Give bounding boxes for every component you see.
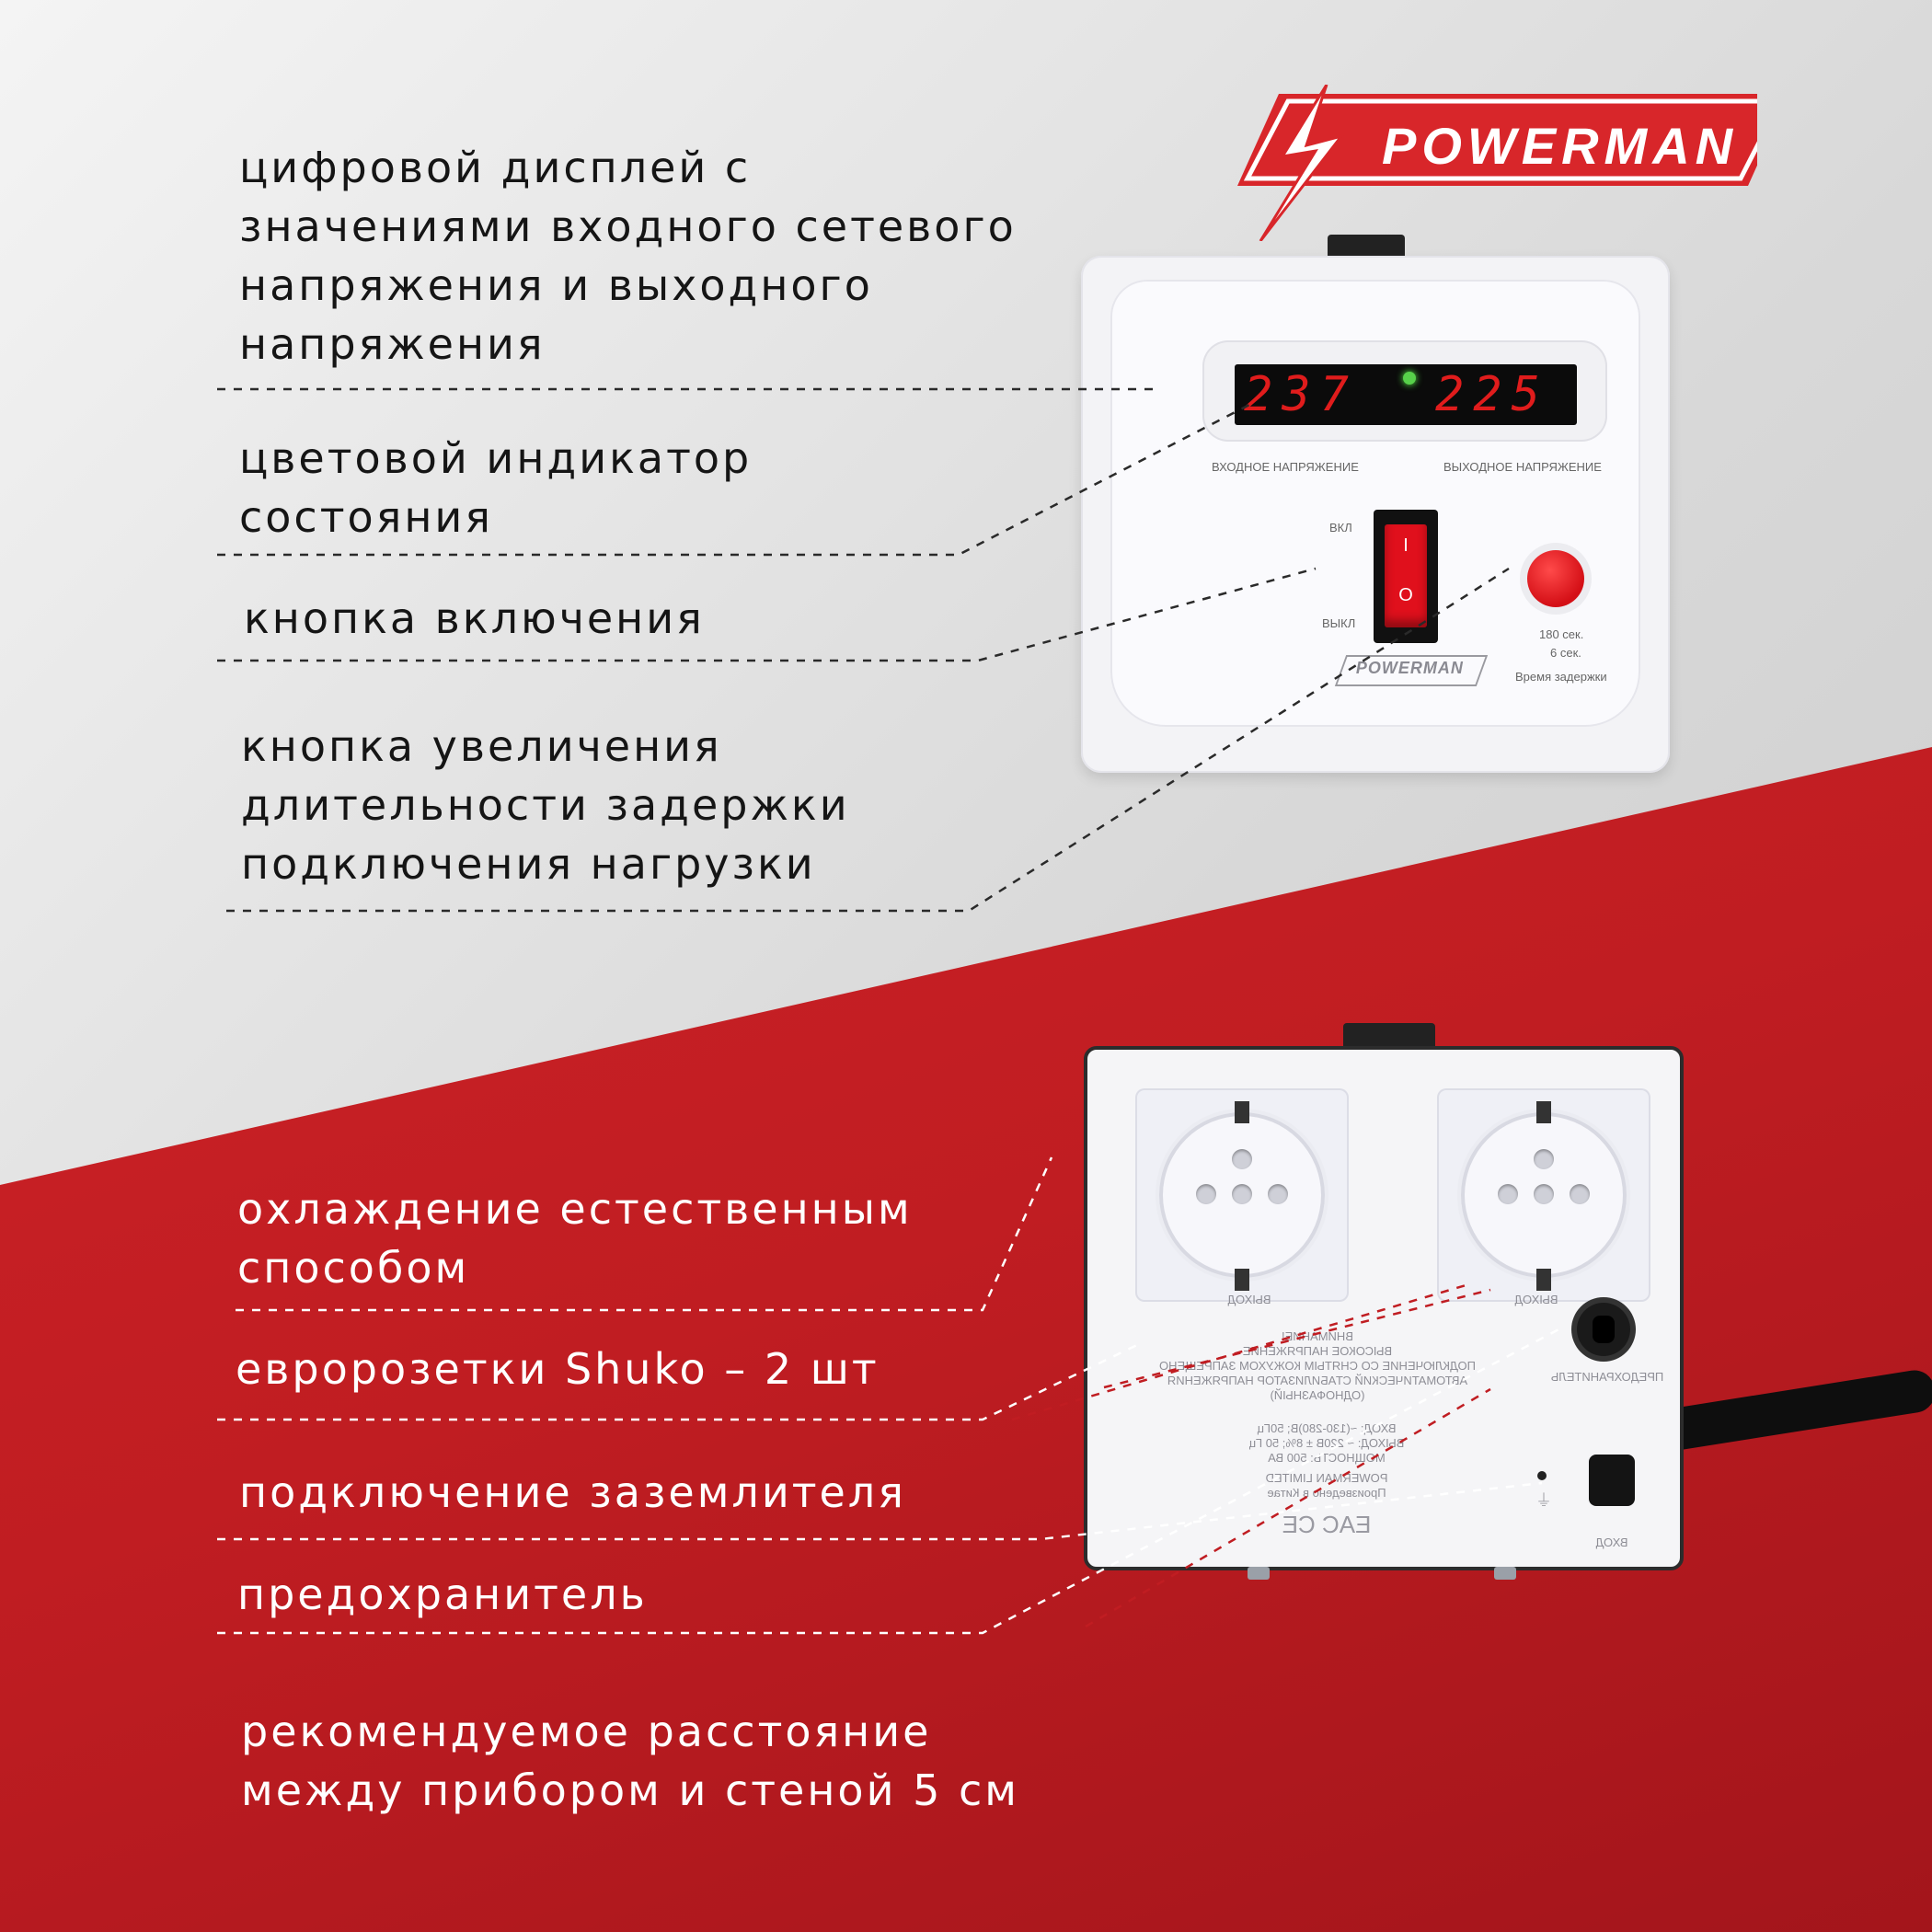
callout-line-text: способом — [237, 1243, 470, 1293]
warning-line: ПОДКЛЮЧЕНИЕ СО СНЯТЫМ КОЖУХОМ ЗАПРЕЩЕНО — [1158, 1359, 1477, 1373]
callout-line-text: напряжения и выходного — [239, 260, 873, 310]
certification-marks: EAC CE — [1282, 1511, 1372, 1538]
outlet-caption-left: ВЫХОД — [1227, 1293, 1271, 1306]
off-label: ВЫКЛ — [1322, 616, 1356, 630]
callout-line-text: значениями входного сетевого — [239, 201, 1017, 251]
callout-line-text: цифровой дисплей с — [239, 143, 752, 192]
outlet-caption-right: ВЫХОД — [1514, 1293, 1558, 1306]
on-label: ВКЛ — [1329, 521, 1352, 535]
callout-line-text: напряжения — [239, 319, 546, 369]
callout-outlets — [236, 1340, 880, 1398]
off-symbol: O — [1398, 585, 1413, 605]
fuse-caption: ПРЕДОХРАНИТЕЛЬ — [1550, 1370, 1664, 1384]
output-voltage-caption: ВЫХОДНОЕ НАПРЯЖЕНИЕ — [1443, 460, 1602, 474]
input-voltage-readout: 237 — [1244, 367, 1358, 422]
callout-line-outlets-right-ext — [1012, 1283, 1472, 1420]
delay-caption: Время задержки — [1515, 670, 1607, 684]
input-voltage-caption: ВХОДНОЕ НАПРЯЖЕНИЕ — [1212, 460, 1359, 474]
callout-line-text: подключения нагрузки — [241, 839, 816, 889]
callout-line-text: кнопка увеличения — [241, 721, 722, 771]
callout-line-outlets-left-ext — [1104, 1290, 1490, 1387]
ground-icon: ⏚ — [1535, 1491, 1552, 1510]
callout-line-text: состояния — [239, 492, 493, 542]
callout-line-fuse-ext — [1086, 1389, 1490, 1627]
callout-fuse — [237, 1565, 648, 1624]
input-caption: ВХОД — [1595, 1535, 1628, 1549]
on-symbol: I — [1403, 535, 1409, 556]
delay-short-label: 6 сек. — [1550, 646, 1581, 660]
maker-line: Произведено в Китае — [1267, 1486, 1386, 1500]
callout-ground — [239, 1463, 906, 1522]
callout-line-text: предохранитель — [237, 1570, 648, 1619]
spec-line: МОЩНОСТЬ: 500 ВА — [1268, 1451, 1386, 1465]
callout-line-text: евророзетки Shuko – 2 шт — [236, 1344, 880, 1394]
warning-line: ВЫСОКОЕ НАПРЯЖЕНИЕ — [1242, 1344, 1393, 1358]
maker-line: POWERMAN LIMITED — [1265, 1471, 1388, 1485]
output-voltage-readout: 225 — [1435, 367, 1549, 422]
callout-line-text: цветовой индикатор — [239, 433, 753, 483]
callout-line-text: подключение заземлителя — [239, 1467, 906, 1517]
warning-line: АВТОМАТИЧЕСКИЙ СТАБИЛИЗАТОР НАПРЯЖЕНИЯ — [1167, 1374, 1468, 1387]
footnote-line: между прибором и стеной 5 см — [241, 1765, 1019, 1815]
warning-line: (ОДНОФАЗНЫЙ) — [1270, 1388, 1365, 1402]
spec-line: ВХОД: ~(130-280)В; 50Гц — [1257, 1421, 1397, 1435]
callout-power-switch — [244, 589, 705, 648]
callout-display — [239, 138, 1017, 374]
logo-text: POWERMAN — [1382, 117, 1739, 175]
warning-line: ВНИМАНИЕ! — [1282, 1329, 1353, 1343]
spec-line: ВЫХОД: ~ 220В ± 8%; 50 Гц — [1248, 1436, 1405, 1450]
delay-long-label: 180 сек. — [1539, 627, 1584, 641]
callout-delay-button — [241, 717, 850, 893]
callout-line-text: охлаждение естественным — [237, 1184, 913, 1234]
callout-indicator — [239, 429, 752, 546]
footnote-wall-distance — [241, 1702, 1019, 1820]
callout-cooling — [237, 1179, 913, 1297]
front-logo-text: POWERMAN — [1355, 659, 1464, 677]
callout-line-text: длительности задержки — [241, 780, 850, 830]
callout-line-text: кнопка включения — [244, 593, 705, 643]
footnote-line: рекомендуемое расстояние — [241, 1707, 932, 1756]
